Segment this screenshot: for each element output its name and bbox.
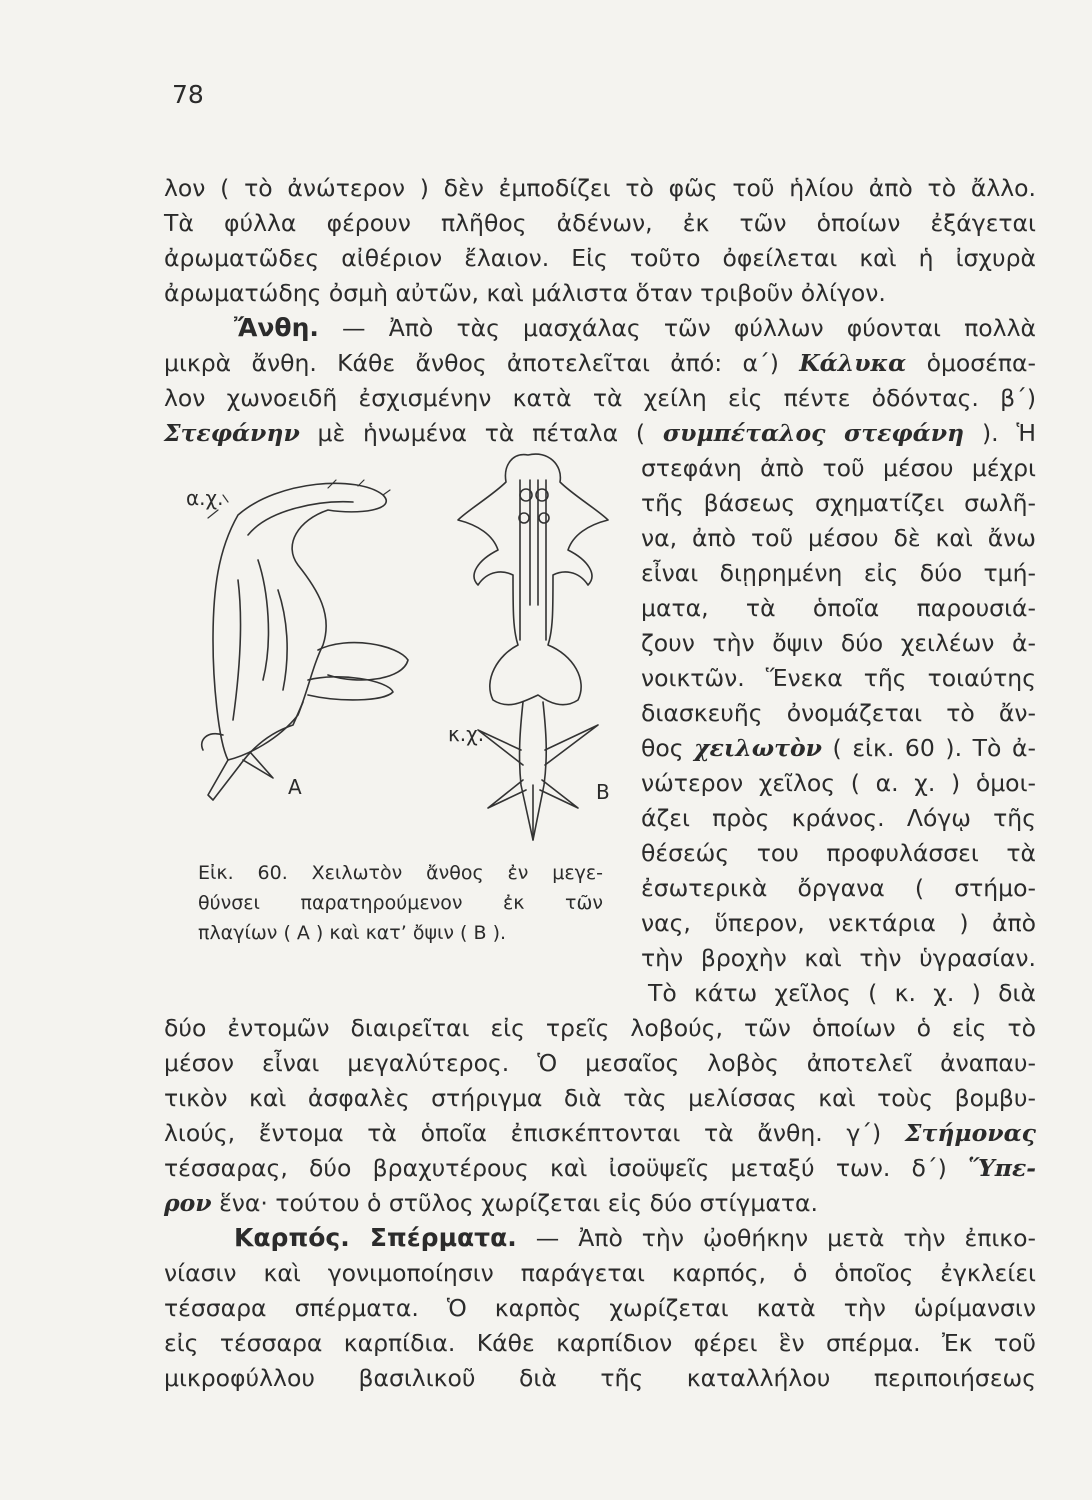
text-line: ἀρωματῶδες αἰθέριον ἔλαιον. Εἰς τοῦτο ὀφείλεται καὶ ἡ ἰσχυρὰ [164, 244, 1036, 272]
text-line: εἰς τέσσαρα καρπίδια. Κάθε καρπίδιον φέρει ἓν σπέρμα. Ἐκ τοῦ [164, 1329, 1036, 1357]
text-line [234, 313, 1036, 343]
text-line [641, 733, 1036, 763]
label-flower-a: Α [288, 775, 302, 799]
text-span: τέσσαρας, δύο βραχυτέρους καὶ ἰσοϋψεῖς μεταξύ των. δ΄) [164, 1154, 969, 1182]
term-stefanin: Στεφάνην [164, 419, 300, 447]
text-line: νώτερον χεῖλος ( α. χ. ) ὁμοι- [641, 769, 1036, 797]
text-span: ). Ἡ [964, 419, 1036, 447]
term-yperon-end: ρον [164, 1189, 212, 1217]
text-line: μικροφύλλου βασιλικοῦ διὰ τῆς καταλλήλου περιποιήσεως [164, 1364, 1036, 1392]
term-stimonas: Στήμονας [904, 1119, 1036, 1147]
text-line [164, 348, 1036, 378]
text-line: τικὸν καὶ ἀσφαλὲς στήριγμα διὰ τὰς μελίσσας καὶ τοὺς βομβυ- [164, 1084, 1036, 1112]
section-heading-karpos: Καρπός. Σπέρματα. [234, 1223, 517, 1252]
text-line: νας, ὕπερον, νεκτάρια ) ἀπὸ [641, 909, 1036, 937]
text-line: δύο ἐντομῶν διαιρεῖται εἰς τρεῖς λοβούς, τῶν ὁποίων ὁ εἰς τὸ [164, 1014, 1036, 1042]
label-upper-lip: α.χ. [186, 486, 224, 510]
text-span: λιούς, ἔντομα τὰ ὁποῖα ἐπισκέπτονται τὰ ἄνθη. γ΄) [164, 1119, 905, 1147]
text-line: διασκευῆς ὀνομάζεται τὸ ἄν- [641, 699, 1036, 727]
text-line: ματα, τὰ ὁποῖα παρουσιά- [641, 594, 1036, 622]
text-line: στεφάνη ἀπὸ τοῦ μέσου μέχρι [641, 454, 1036, 482]
label-lower-lip: κ.χ. [448, 722, 485, 746]
text-line: εἶναι διῃρημένη εἰς δύο τμή- [641, 559, 1036, 587]
text-line: ζουν τὴν ὄψιν δύο χειλέων ἀ- [641, 629, 1036, 657]
text-line: τέσσαρα σπέρματα. Ὁ καρπὸς χωρίζεται κατὰ τὴν ὡρίμανσιν [164, 1294, 1036, 1322]
figure-caption-line: πλαγίων ( Α ) καὶ κατ’ ὄψιν ( Β ). [198, 922, 507, 944]
text-line: νοικτῶν. Ἕνεκα τῆς τοιαύτης [641, 664, 1036, 692]
text-line [164, 1153, 1036, 1183]
text-line: να, ἀπὸ τοῦ μέσου δὲ καὶ ἄνω [641, 524, 1036, 552]
page-number: 78 [172, 80, 204, 109]
text-line: νίασιν καὶ γονιμοποίησιν παράγεται καρπός, ὁ ὁποῖος ἐγκλείει [164, 1259, 1036, 1287]
text-line: λον χωνοειδῆ ἐσχισμένην κατὰ τὰ χείλη εἰς πέντε ὀδόντας. β΄) [164, 384, 1036, 412]
text-line: μέσον εἶναι μεγαλύτερος. Ὁ μεσαῖος λοβὸς ἀποτελεῖ ἀναπαυ- [164, 1049, 1036, 1077]
text-span: θος [641, 734, 695, 762]
text-line: Τὰ φύλλα φέρουν πλῆθος ἀδένων, ἐκ τῶν ὁποίων ἐξάγεται [164, 209, 1036, 237]
text-span: ὁμοσέπα- [906, 349, 1036, 377]
text-line [164, 1188, 1036, 1218]
text-span: ἕνα· τούτου ὁ στῦλος χωρίζεται εἰς δύο στίγματα. [211, 1189, 818, 1217]
text-line: Τὸ κάτω χεῖλος ( κ. χ. ) διὰ [648, 979, 1036, 1007]
figure-60 [168, 440, 638, 860]
figure-caption-line: θύνσει παρατηρούμενον ἐκ τῶν [198, 892, 603, 914]
text-line: λον ( τὸ ἀνώτερον ) δὲν ἐμποδίζει τὸ φῶς τοῦ ἡλίου ἀπὸ τὸ ἄλλο. [164, 174, 1036, 202]
text-line [164, 1118, 1036, 1148]
text-span: ( εἰκ. 60 ). Τὸ ἀ- [821, 734, 1036, 762]
text-span: μικρὰ ἄνθη. Κάθε ἄνθος ἀποτελεῖται ἀπό: α΄) [164, 349, 800, 377]
text-line: τὴν βροχὴν καὶ τὴν ὑγρασίαν. [641, 944, 1036, 972]
term-kalyka: Κάλυκα [799, 349, 907, 377]
text-line [234, 1223, 1036, 1253]
text-line: θέσεώς του προφυλάσσει τὰ [641, 839, 1036, 867]
flower-illustration [168, 440, 638, 860]
text-line: ἐσωτερικὰ ὄργανα ( στήμο- [641, 874, 1036, 902]
text-span: — Ἀπὸ τὴν ᾠοθήκην μετὰ τὴν ἐπικο- [516, 1224, 1036, 1252]
text-line: ἀρωματώδης ὀσμὴ αὐτῶν, καὶ μάλιστα ὅταν τριβοῦν ὀλίγον. [164, 279, 886, 307]
text-span: — Ἀπὸ τὰς μασχάλας τῶν φύλλων φύονται πολλὰ [318, 314, 1036, 342]
figure-caption-line: Εἰκ. 60. Χειλωτὸν ἄνθος ἐν μεγε- [198, 862, 603, 884]
term-yperon: Ὕπε- [968, 1154, 1036, 1182]
section-heading-anthi: Ἄνθη. [234, 313, 319, 342]
label-flower-b: Β [596, 780, 610, 804]
text-line: τῆς βάσεως σχηματίζει σωλῆ- [641, 489, 1036, 517]
term-sympetalos: συμπέταλος στεφάνη [662, 419, 965, 447]
term-cheiloton: χειλωτὸν [694, 734, 822, 762]
text-line: άζει πρὸς κράνος. Λόγῳ τῆς [641, 804, 1036, 832]
text-span: μὲ ἡνωμένα τὰ πέταλα ( [299, 419, 663, 447]
